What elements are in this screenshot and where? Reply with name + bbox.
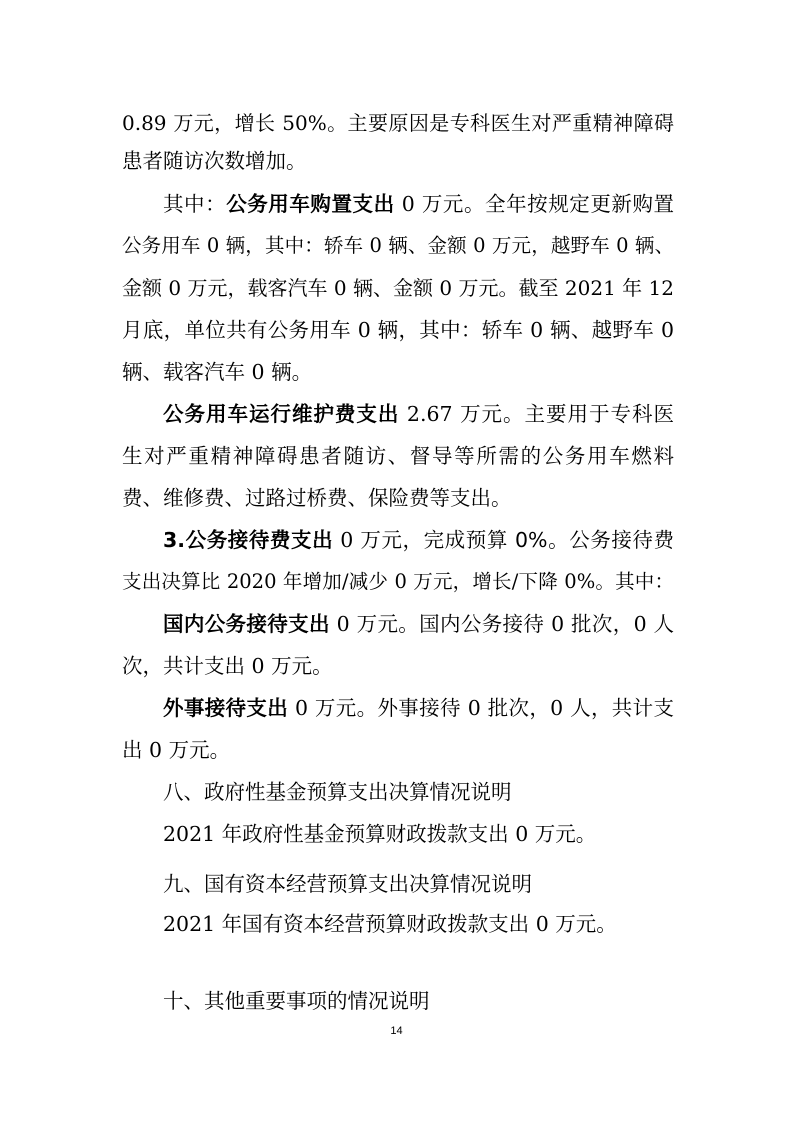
text-line: 公务用车 0 辆，其中：轿车 0 辆、金额 0 万元，越野车 0 辆、 [122,234,674,257]
text-line: 公务用车运行维护费支出 2.67 万元。主要用于专科医 [163,402,674,426]
text-line: 费、维修费、过路过桥费、保险费等支出。 [122,486,512,510]
text-line: 2021 年政府性基金预算财政拨款支出 0 万元。 [163,822,597,846]
text-line: 出 0 万元。 [122,738,231,762]
text-line: 月底，单位共有公务用车 0 辆，其中：轿车 0 辆、越野车 0 [122,318,674,342]
text-line: 支出决算比 2020 年增加/减少 0 万元，增长/下降 0%。其中： [122,570,674,593]
text-line: 其中：公务用车购置支出 0 万元。全年按规定更新购置 [163,192,675,216]
text-line: 金额 0 万元，载客汽车 0 辆、金额 0 万元。截至 2021 年 12 [122,276,674,300]
text-line: 次，共计支出 0 万元。 [122,654,333,678]
text-line: 患者随访次数增加。 [122,149,307,173]
page-number: 14 [390,1025,403,1037]
text-line: 辆、载客汽车 0 辆。 [122,360,313,384]
text-line: 2021 年国有资本经营预算财政拨款支出 0 万元。 [163,912,617,936]
text-line: 国内公务接待支出 0 万元。国内公务接待 0 批次，0 人 [163,612,674,636]
bold-heading: 国内公务接待支出 [163,612,330,636]
bold-heading: 公务用车运行维护费支出 [163,402,400,426]
bold-heading: 公务用车购置支出 [226,192,395,216]
section-heading: 八、政府性基金预算支出决算情况说明 [163,780,512,804]
bold-heading: 外事接待支出 [163,696,289,720]
text-line: 生对严重精神障碍患者随访、督导等所需的公务用车燃料 [122,444,674,468]
text-line: 外事接待支出 0 万元。外事接待 0 批次，0 人，共计支 [163,696,674,720]
text-line: 3.公务接待费支出 0 万元，完成预算 0%。公务接待费 [163,528,674,552]
bold-heading: 3.公务接待费支出 [163,528,334,552]
section-heading: 九、国有资本经营预算支出决算情况说明 [163,872,532,896]
section-heading: 十、其他重要事项的情况说明 [163,989,430,1013]
text-line: 0.89 万元，增长 50%。主要原因是专科医生对严重精神障碍 [122,111,674,135]
